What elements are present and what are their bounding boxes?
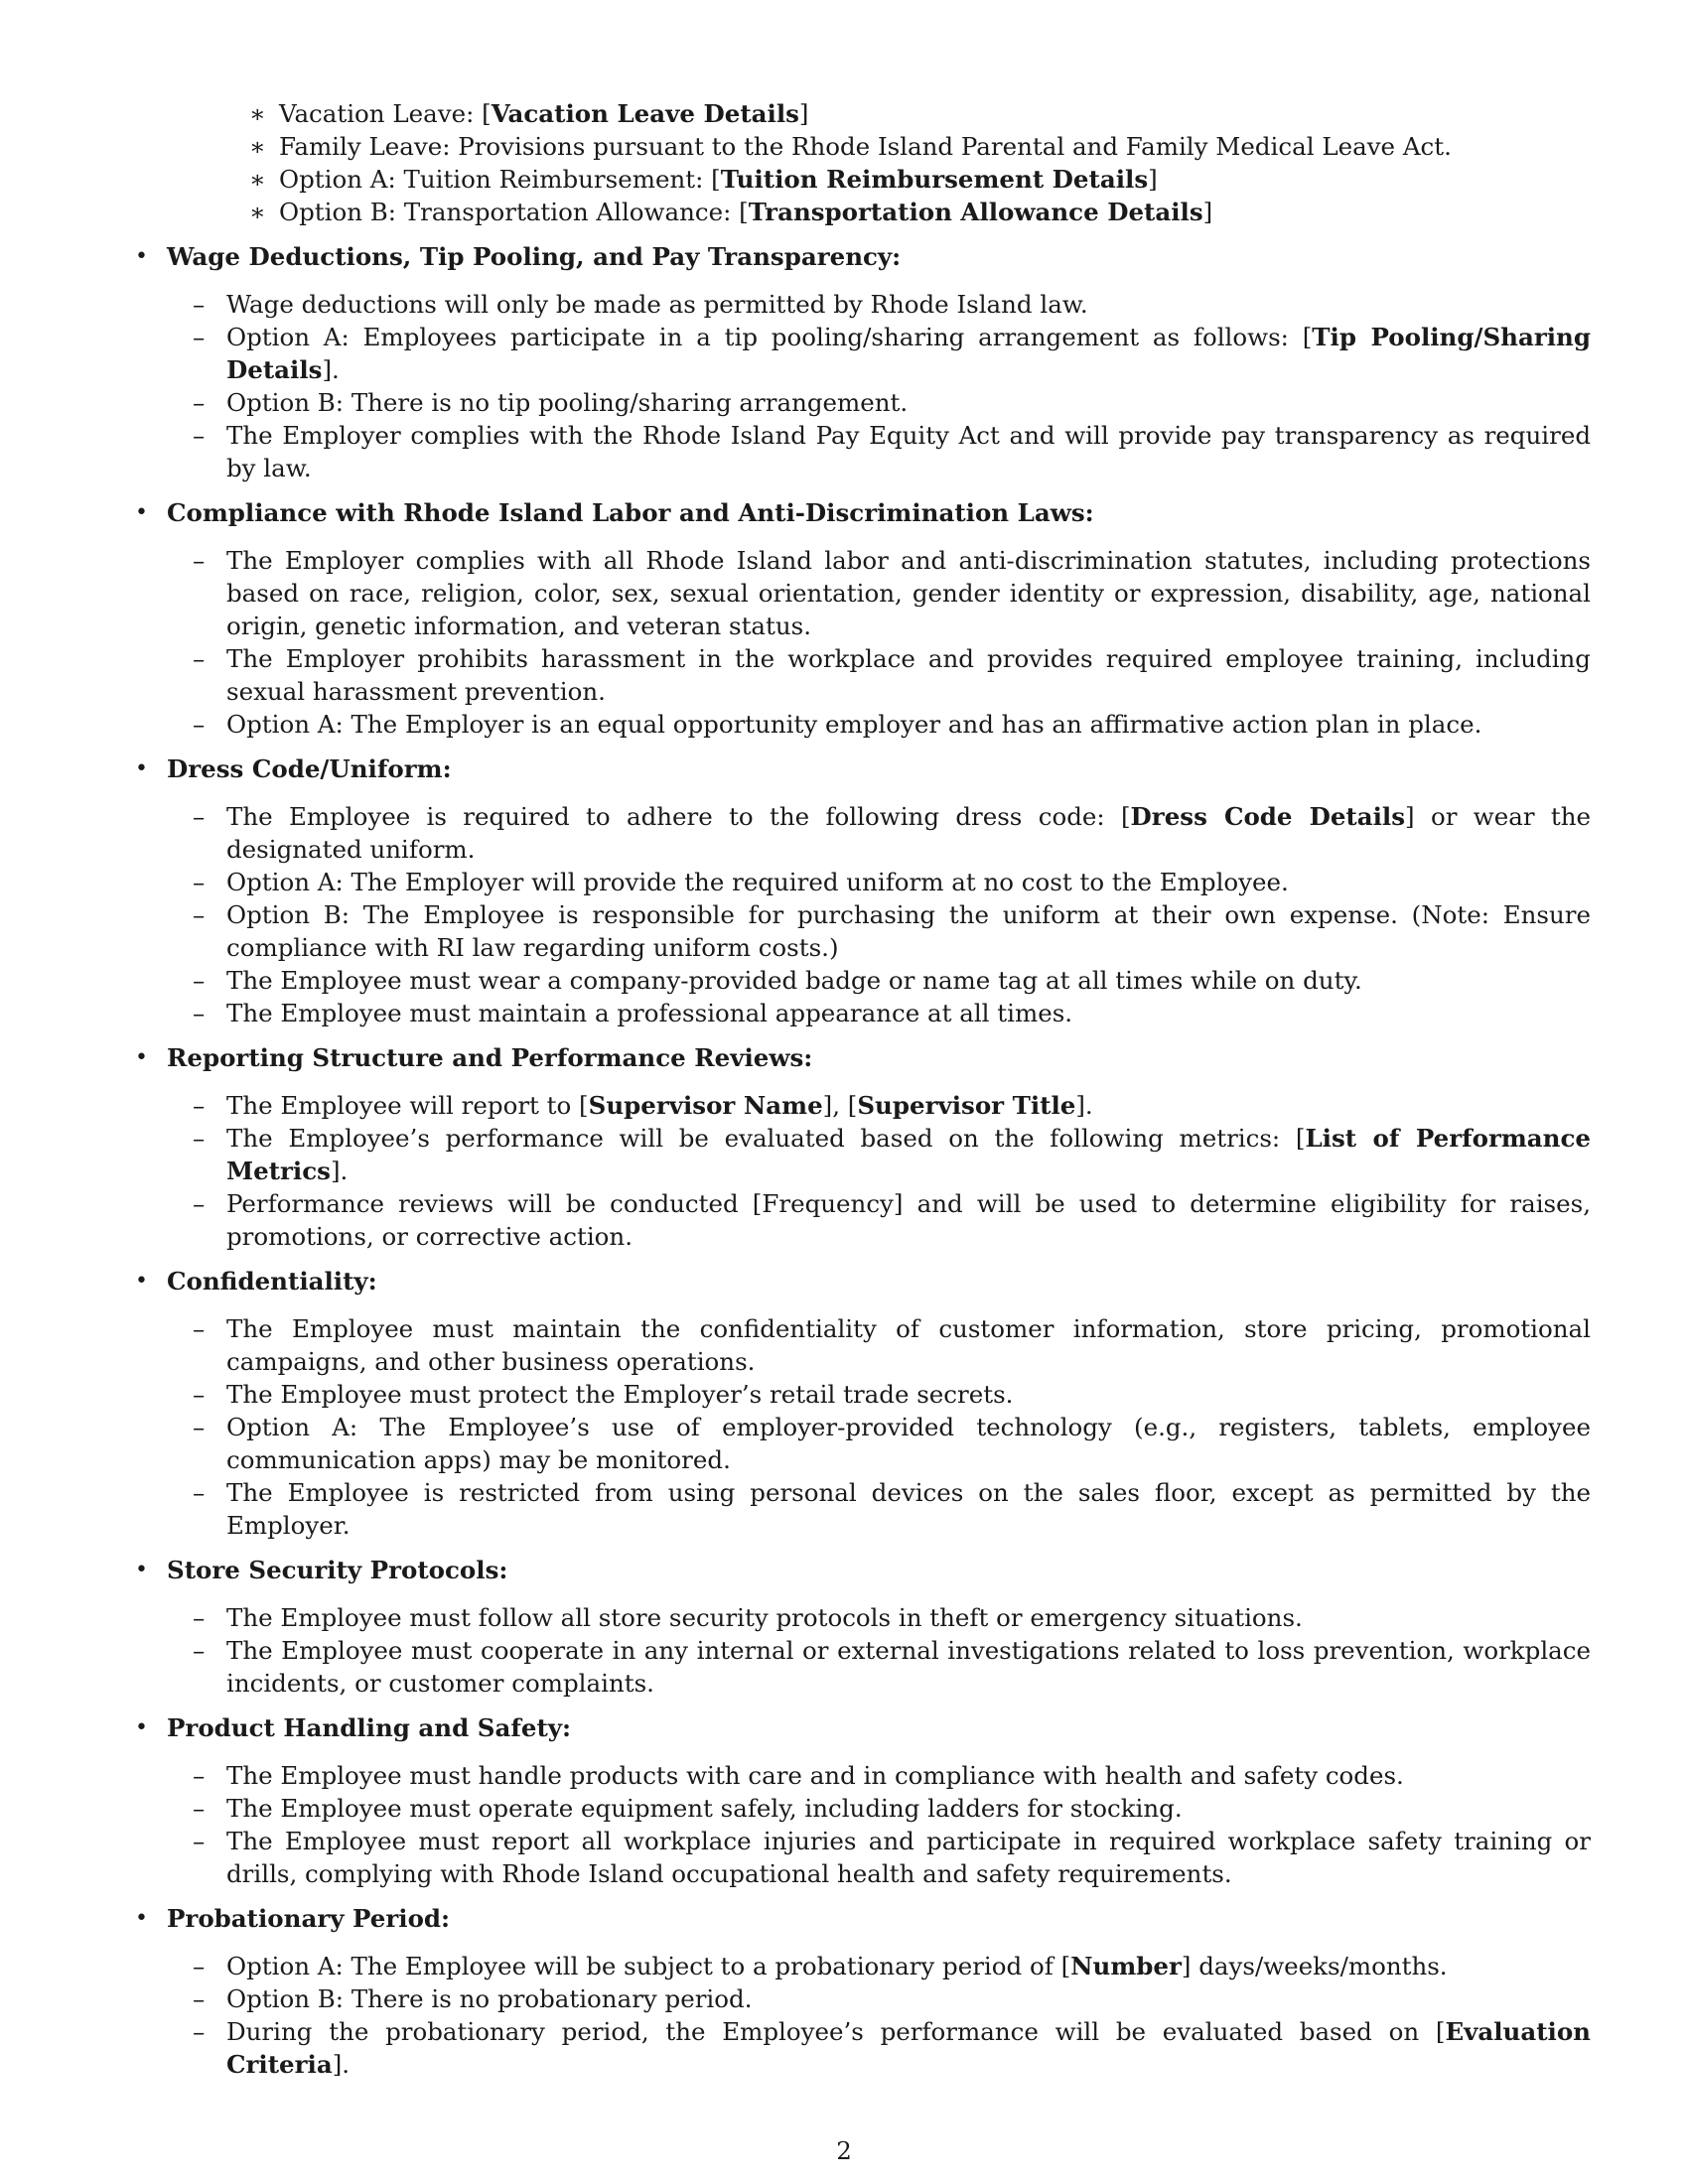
item-text: The Employee is required to adhere to the following dress code: [ — [226, 802, 1131, 831]
section — [133, 1554, 1591, 1700]
section-items — [167, 288, 1591, 484]
item-text: ]. — [322, 355, 340, 384]
item-text: During the probationary period, the Employee’s performance will be evaluated based on [ — [226, 2017, 1446, 2046]
list-item — [226, 419, 1591, 484]
list-item — [226, 898, 1591, 964]
item-text: The Employee must follow all store security protocols in theft or emergency situations. — [226, 1603, 1303, 1632]
item-text: Option B: There is no tip pooling/sharing arrangement. — [226, 388, 909, 417]
section-items — [167, 1759, 1591, 1890]
item-text: The Employee must report all workplace injuries and participate in required workplace safety training or drills, complying with Rhode Island occupational health and safety requirements. — [226, 1827, 1591, 1888]
item-text: Wage deductions will only be made as permitted by Rhode Island law. — [226, 290, 1088, 319]
item-text: The Employee’s performance will be evaluated based on the following metrics: [ — [226, 1124, 1306, 1153]
section — [133, 496, 1591, 741]
item-text: Option A: The Employee’s use of employer-provided technology (e.g., registers, tablets, employee communication apps) may be monitored. — [226, 1413, 1591, 1474]
item-text: Option B: Transportation Allowance: [ — [279, 198, 749, 226]
item-text: ] days/weeks/months. — [1181, 1952, 1448, 1980]
section-items — [167, 1601, 1591, 1700]
section-title: • Store Security Protocols: — [167, 1556, 508, 1584]
section-items — [167, 1089, 1591, 1253]
item-text: The Employee will report to [ — [226, 1091, 589, 1120]
item-text: Option A: Tuition Reimbursement: [ — [279, 165, 721, 194]
section-title: • Confidentiality: — [167, 1267, 377, 1296]
list-item — [226, 1759, 1591, 1792]
section-title: • Compliance with Rhode Island Labor and Anti-Discrimination Laws: — [167, 498, 1094, 527]
leave-benefits-sublist — [133, 97, 1591, 228]
item-text: The Employee must operate equipment safely, including ladders for stocking. — [226, 1794, 1183, 1823]
list-item — [226, 1411, 1591, 1476]
item-text: ] — [1202, 198, 1213, 226]
item-text: The Employer complies with all Rhode Island labor and anti-discrimination statutes, including protections based on race, religion, color, sex, sexual orientation, gender identity or expression, disability, age, national origin, genetic information, and veteran status. — [226, 546, 1591, 640]
placeholder-field: Supervisor Name — [588, 1091, 823, 1120]
item-text: The Employee must wear a company-provided badge or name tag at all times while on duty. — [226, 966, 1362, 995]
section-items — [167, 800, 1591, 1029]
placeholder-field: Evaluation Criteria — [226, 2017, 1591, 2079]
item-text: Option A: Employees participate in a tip pooling/sharing arrangement as follows: [ — [226, 323, 1313, 351]
benefit-item — [279, 97, 1591, 130]
section-items — [167, 1312, 1591, 1542]
list-item — [226, 2015, 1591, 2081]
section — [133, 752, 1591, 1029]
item-text: Family Leave: Provisions pursuant to the Rhode Island Parental and Family Medical Leave Act. — [279, 132, 1452, 161]
item-text: Option A: The Employer is an equal opportunity employer and has an affirmative action plan in place. — [226, 710, 1482, 739]
item-text: The Employee is restricted from using personal devices on the sales floor, except as permitted by the Employer. — [226, 1478, 1591, 1540]
placeholder-field: Number — [1070, 1952, 1182, 1980]
item-text: ] or wear the designated uniform. — [226, 802, 1592, 864]
sections-container — [133, 240, 1591, 2081]
item-text: ] — [1148, 165, 1158, 194]
benefit-item — [279, 163, 1591, 196]
placeholder-field: Transportation Allowance Details — [748, 198, 1203, 226]
section-items — [167, 1950, 1591, 2081]
list-item — [226, 997, 1591, 1029]
item-text: The Employee must handle products with care and in compliance with health and safety codes. — [226, 1761, 1404, 1790]
item-text: The Employee must maintain a professional appearance at all times. — [226, 999, 1073, 1027]
document-body — [133, 97, 1591, 2081]
item-text: ] — [798, 99, 809, 128]
placeholder-field: List of Performance Metrics — [226, 1124, 1592, 1185]
item-text: ]. — [330, 1157, 349, 1185]
list-item — [226, 1187, 1591, 1253]
item-text: ]. — [332, 2050, 351, 2079]
page-number: 2 — [836, 2136, 852, 2165]
list-item — [226, 321, 1591, 386]
list-item — [226, 1122, 1591, 1187]
section — [133, 1711, 1591, 1890]
item-text: Performance reviews will be conducted [Frequency] and will be used to determine eligibility for raises, promotions, or corrective action. — [226, 1189, 1591, 1251]
item-text: Option A: The Employer will provide the required uniform at no cost to the Employee. — [226, 868, 1289, 896]
item-text: Option B: There is no probationary period. — [226, 1984, 753, 2013]
list-item — [226, 1476, 1591, 1542]
item-text: The Employee must cooperate in any internal or external investigations related to loss prevention, workplace incidents, or customer complaints. — [226, 1636, 1591, 1698]
item-text: ], [ — [822, 1091, 858, 1120]
item-text: Option A: The Employee will be subject to a probationary period of [ — [226, 1952, 1071, 1980]
section-items — [167, 544, 1591, 741]
section-title: • Dress Code/Uniform: — [167, 754, 452, 783]
item-text: ]. — [1075, 1091, 1093, 1120]
section-title: • Probationary Period: — [167, 1904, 451, 1933]
list-item — [226, 1601, 1591, 1634]
list-item — [226, 1634, 1591, 1700]
placeholder-field: Tuition Reimbursement Details — [720, 165, 1149, 194]
item-text: Option B: The Employee is responsible for purchasing the uniform at their own expense. (Note: Ensure compliance with RI law regarding uniform costs.) — [226, 900, 1591, 962]
placeholder-field: Tip Pooling/Sharing Details — [226, 323, 1591, 384]
section-title: • Wage Deductions, Tip Pooling, and Pay Transparency: — [167, 242, 902, 271]
section-title: • Product Handling and Safety: — [167, 1713, 572, 1742]
item-text: Vacation Leave: [ — [279, 99, 492, 128]
list-item — [226, 1378, 1591, 1411]
item-text: The Employer prohibits harassment in the workplace and provides required employee training, including sexual harassment prevention. — [226, 644, 1591, 706]
list-item — [226, 1089, 1591, 1122]
section — [133, 240, 1591, 484]
section — [133, 1902, 1591, 2081]
list-item — [226, 1825, 1591, 1890]
benefit-item — [279, 130, 1591, 163]
list-item — [226, 1950, 1591, 1982]
item-text: The Employer complies with the Rhode Island Pay Equity Act and will provide pay transparency as required by law. — [226, 421, 1591, 482]
section — [133, 1041, 1591, 1253]
list-item — [226, 544, 1591, 642]
placeholder-field: Supervisor Title — [857, 1091, 1076, 1120]
placeholder-field: Vacation Leave Details — [491, 99, 799, 128]
list-item — [226, 964, 1591, 997]
placeholder-field: Dress Code Details — [1130, 802, 1406, 831]
list-item — [226, 642, 1591, 708]
item-text: The Employee must maintain the confidentiality of customer information, store pricing, promotional campaigns, and other business operations. — [226, 1314, 1591, 1376]
list-item — [226, 386, 1591, 419]
list-item — [226, 866, 1591, 898]
list-item — [226, 1312, 1591, 1378]
list-item — [226, 800, 1591, 866]
list-item — [226, 288, 1591, 321]
list-item — [226, 1982, 1591, 2015]
section — [133, 1265, 1591, 1542]
item-text: The Employee must protect the Employer’s retail trade secrets. — [226, 1380, 1014, 1409]
list-item — [226, 1792, 1591, 1825]
benefit-item — [279, 196, 1591, 228]
list-item — [226, 708, 1591, 741]
section-title: • Reporting Structure and Performance Reviews: — [167, 1043, 813, 1072]
